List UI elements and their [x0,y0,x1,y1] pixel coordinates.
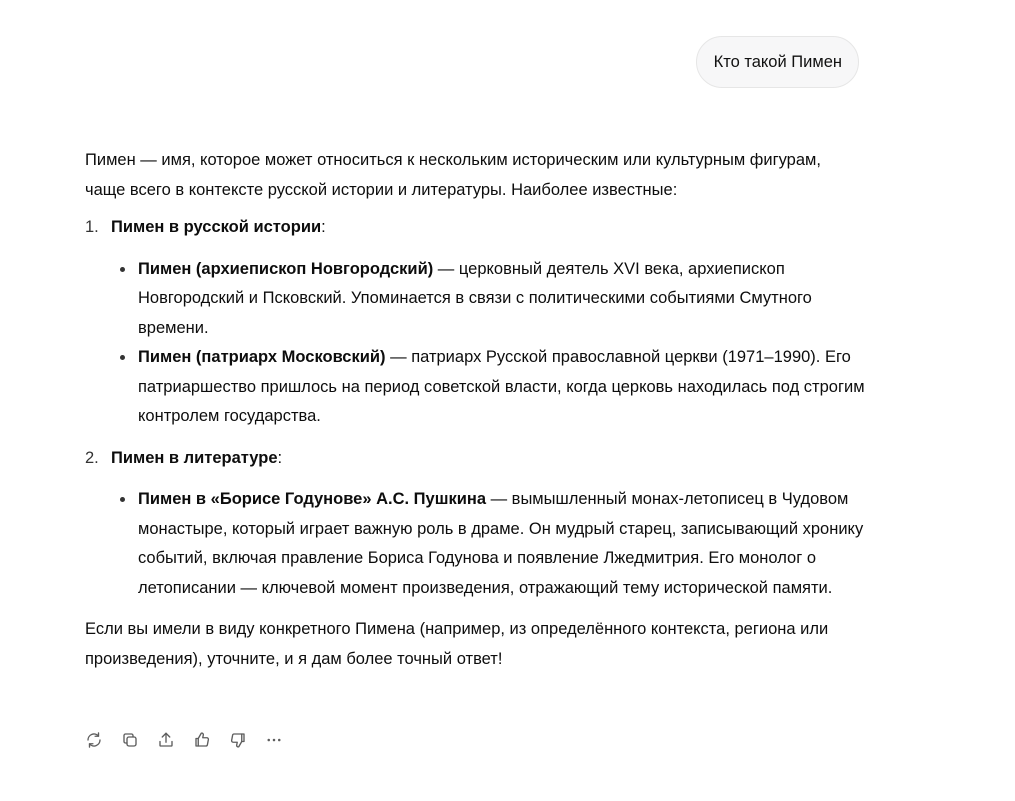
thumbs-down-icon [229,731,247,749]
user-message-bubble [696,36,859,88]
message-actions-toolbar [84,730,300,750]
share-icon [157,731,175,749]
bullet-list [111,255,865,432]
numbered-section-history [85,213,865,432]
bullet-dot [120,355,125,360]
list-item: Пимен в «Борисе Годунове» А.С. Пушкина — вымышленный монах-летописец в Чудовом монастыре, который играет важную роль в драме. Он мудрый старец, записывающий хронику событий, включая правление Бориса Годунова и появление Лжедмитрия. Его монолог о летописании — ключевой момент произведения, отражающий тему исторической памяти. [138,485,865,603]
list-item: Пимен (патриарх Московский) — патриарх Русской православной церкви (1971–1990). Его патриаршество пришлось на период советской власти, когда церковь находилась под строгим контролем государства. [138,343,865,432]
bullet-dot [120,497,125,502]
bullet-dot [120,267,125,272]
share-button[interactable] [156,730,176,750]
answer-outro: Если вы имели в виду конкретного Пимена (например, из определённого контекста, региона или произведения), уточните, и я дам более точный ответ! [85,620,829,668]
section-number: 2. [85,448,99,467]
section-title: Пимен в русской истории: [111,218,326,236]
regenerate-icon [85,731,103,749]
section-title: Пимен в литературе: [111,448,283,467]
answer-intro: Пимен — имя, которое может относиться к нескольким историческим или культурным фигурам, чаще всего в контексте русской истории и литературы. Наиболее известные: [85,151,821,199]
thumbs-up-button[interactable] [192,730,212,750]
thumbs-up-icon [193,731,211,749]
section-number: 1. [85,218,99,236]
numbered-section-literature [85,444,865,604]
list-item: Пимен (архиепископ Новгородский) — церковный деятель XVI века, архиепископ Новгородский и Псковский. Упоминается в связи с политическими событиями Смутного времени. [138,255,865,344]
more-button[interactable] [264,730,284,750]
assistant-answer [85,146,865,674]
user-message-text: Кто такой Пимен [713,52,842,71]
regenerate-button[interactable] [84,730,104,750]
bullet-list [111,485,865,603]
thumbs-down-button[interactable] [228,730,248,750]
copy-button[interactable] [120,730,140,750]
more-icon [265,731,283,749]
copy-icon [121,731,139,749]
